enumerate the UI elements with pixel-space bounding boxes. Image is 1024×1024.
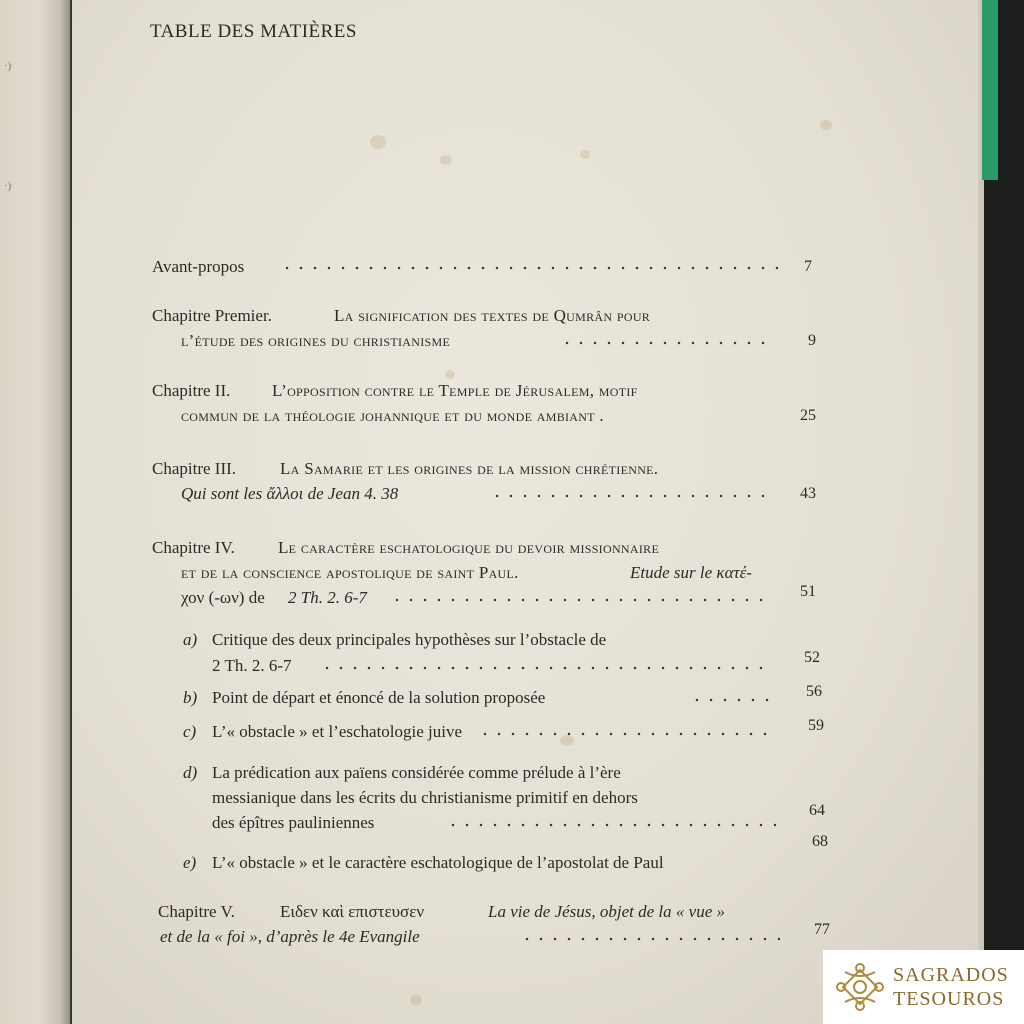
chapter-prefix: Chapitre Premier. <box>152 306 272 325</box>
subentry-text: 2 Th. 2. 6-7 <box>212 656 292 675</box>
foxing-spot <box>560 735 574 746</box>
chapter-prefix: Chapitre II. <box>152 381 231 400</box>
watermark-text: TESOUROS <box>893 988 1005 1010</box>
subentry-letter: d) <box>183 763 198 782</box>
chapter-greek-title: Ειδεν καὶ επιστευσεν <box>280 902 425 921</box>
page-number: 64 <box>809 802 825 819</box>
page-number: 52 <box>804 649 820 666</box>
chapter-subtitle: Etude sur le κατέ- <box>630 563 752 582</box>
subentry-letter: a) <box>183 630 198 649</box>
page-number: 68 <box>812 833 828 850</box>
dot-leader <box>280 266 780 270</box>
page-number: 9 <box>808 332 816 349</box>
subentry-text: Point de départ et énoncé de la solution proposée <box>212 688 546 707</box>
page-number: 25 <box>800 407 816 424</box>
subentry-text: L’« obstacle » et l’eschatologie juive <box>212 722 463 741</box>
foxing-spot <box>440 155 452 165</box>
chapter-prefix: Chapitre V. <box>158 902 235 921</box>
bleed-mark: ·) <box>4 60 12 72</box>
page-number: 51 <box>800 583 816 600</box>
chapter-title: χον (-ων) de <box>181 588 265 607</box>
foxing-spot <box>370 135 386 149</box>
watermark-text: SAGRADOS <box>893 964 1009 986</box>
dot-leader <box>478 732 778 736</box>
foxing-spot <box>580 150 590 159</box>
chapter-subtitle: et de la « foi », d’après le 4e Evangile <box>160 927 420 946</box>
cover-green-band <box>982 0 998 180</box>
ornament-icon <box>833 960 887 1014</box>
page-number: 77 <box>814 921 830 938</box>
toc-entry-text: Avant-propos <box>152 257 245 276</box>
page-number: 7 <box>804 258 812 275</box>
chapter-title: L’opposition contre le Temple de Jérusalem, motif <box>272 381 638 400</box>
subentry-text: La prédication aux païens considérée comme prélude à l’ère <box>212 763 621 782</box>
page-number: 43 <box>800 485 816 502</box>
chapter-title: La signification des textes de Qumrân pour <box>334 306 651 325</box>
dot-leader <box>690 698 775 702</box>
chapter-title: Le caractère eschatologique du devoir missionnaire <box>278 538 660 557</box>
subentry-text: messianique dans les écrits du christianisme primitif en dehors <box>212 788 638 807</box>
chapter-subtitle: 2 Th. 2. 6-7 <box>288 588 367 607</box>
dot-leader <box>520 937 780 941</box>
page-heading: TABLE DES MATIÈRES <box>150 21 357 42</box>
dot-leader <box>560 341 770 345</box>
dot-leader <box>390 598 770 602</box>
chapter-title: La Samarie et les origines de la mission chrétienne. <box>280 459 659 478</box>
subentry-letter: c) <box>183 722 197 741</box>
foxing-spot <box>410 995 422 1005</box>
dot-leader <box>320 666 770 670</box>
chapter-subtitle: Qui sont les ἄλλοι de Jean 4. 38 <box>181 484 399 503</box>
chapter-title: l’étude des origines du christianisme <box>181 331 451 350</box>
chapter-prefix: Chapitre IV. <box>152 538 235 557</box>
dot-leader <box>446 823 776 827</box>
page-number: 59 <box>808 717 824 734</box>
subentry-text: L’« obstacle » et le caractère eschatologique de l’apostolat de Paul <box>212 853 664 872</box>
chapter-subtitle: La vie de Jésus, objet de la « vue » <box>488 902 725 921</box>
dot-leader <box>490 494 770 498</box>
subentry-letter: b) <box>183 688 198 707</box>
subentry-text: Critique des deux principales hypothèses sur l’obstacle de <box>212 630 607 649</box>
chapter-title: commun de la théologie johannique et du monde ambiant . <box>181 406 604 425</box>
subentry-text: des épîtres pauliniennes <box>212 813 375 832</box>
foxing-spot <box>820 120 832 130</box>
chapter-title: et de la conscience apostolique de saint Paul. <box>181 563 519 582</box>
subentry-letter: e) <box>183 853 197 872</box>
foxing-spot <box>445 370 455 379</box>
chapter-prefix: Chapitre III. <box>152 459 237 478</box>
page-number: 56 <box>806 683 822 700</box>
bleed-mark: ·) <box>4 180 12 192</box>
watermark-logo <box>823 950 1024 1024</box>
